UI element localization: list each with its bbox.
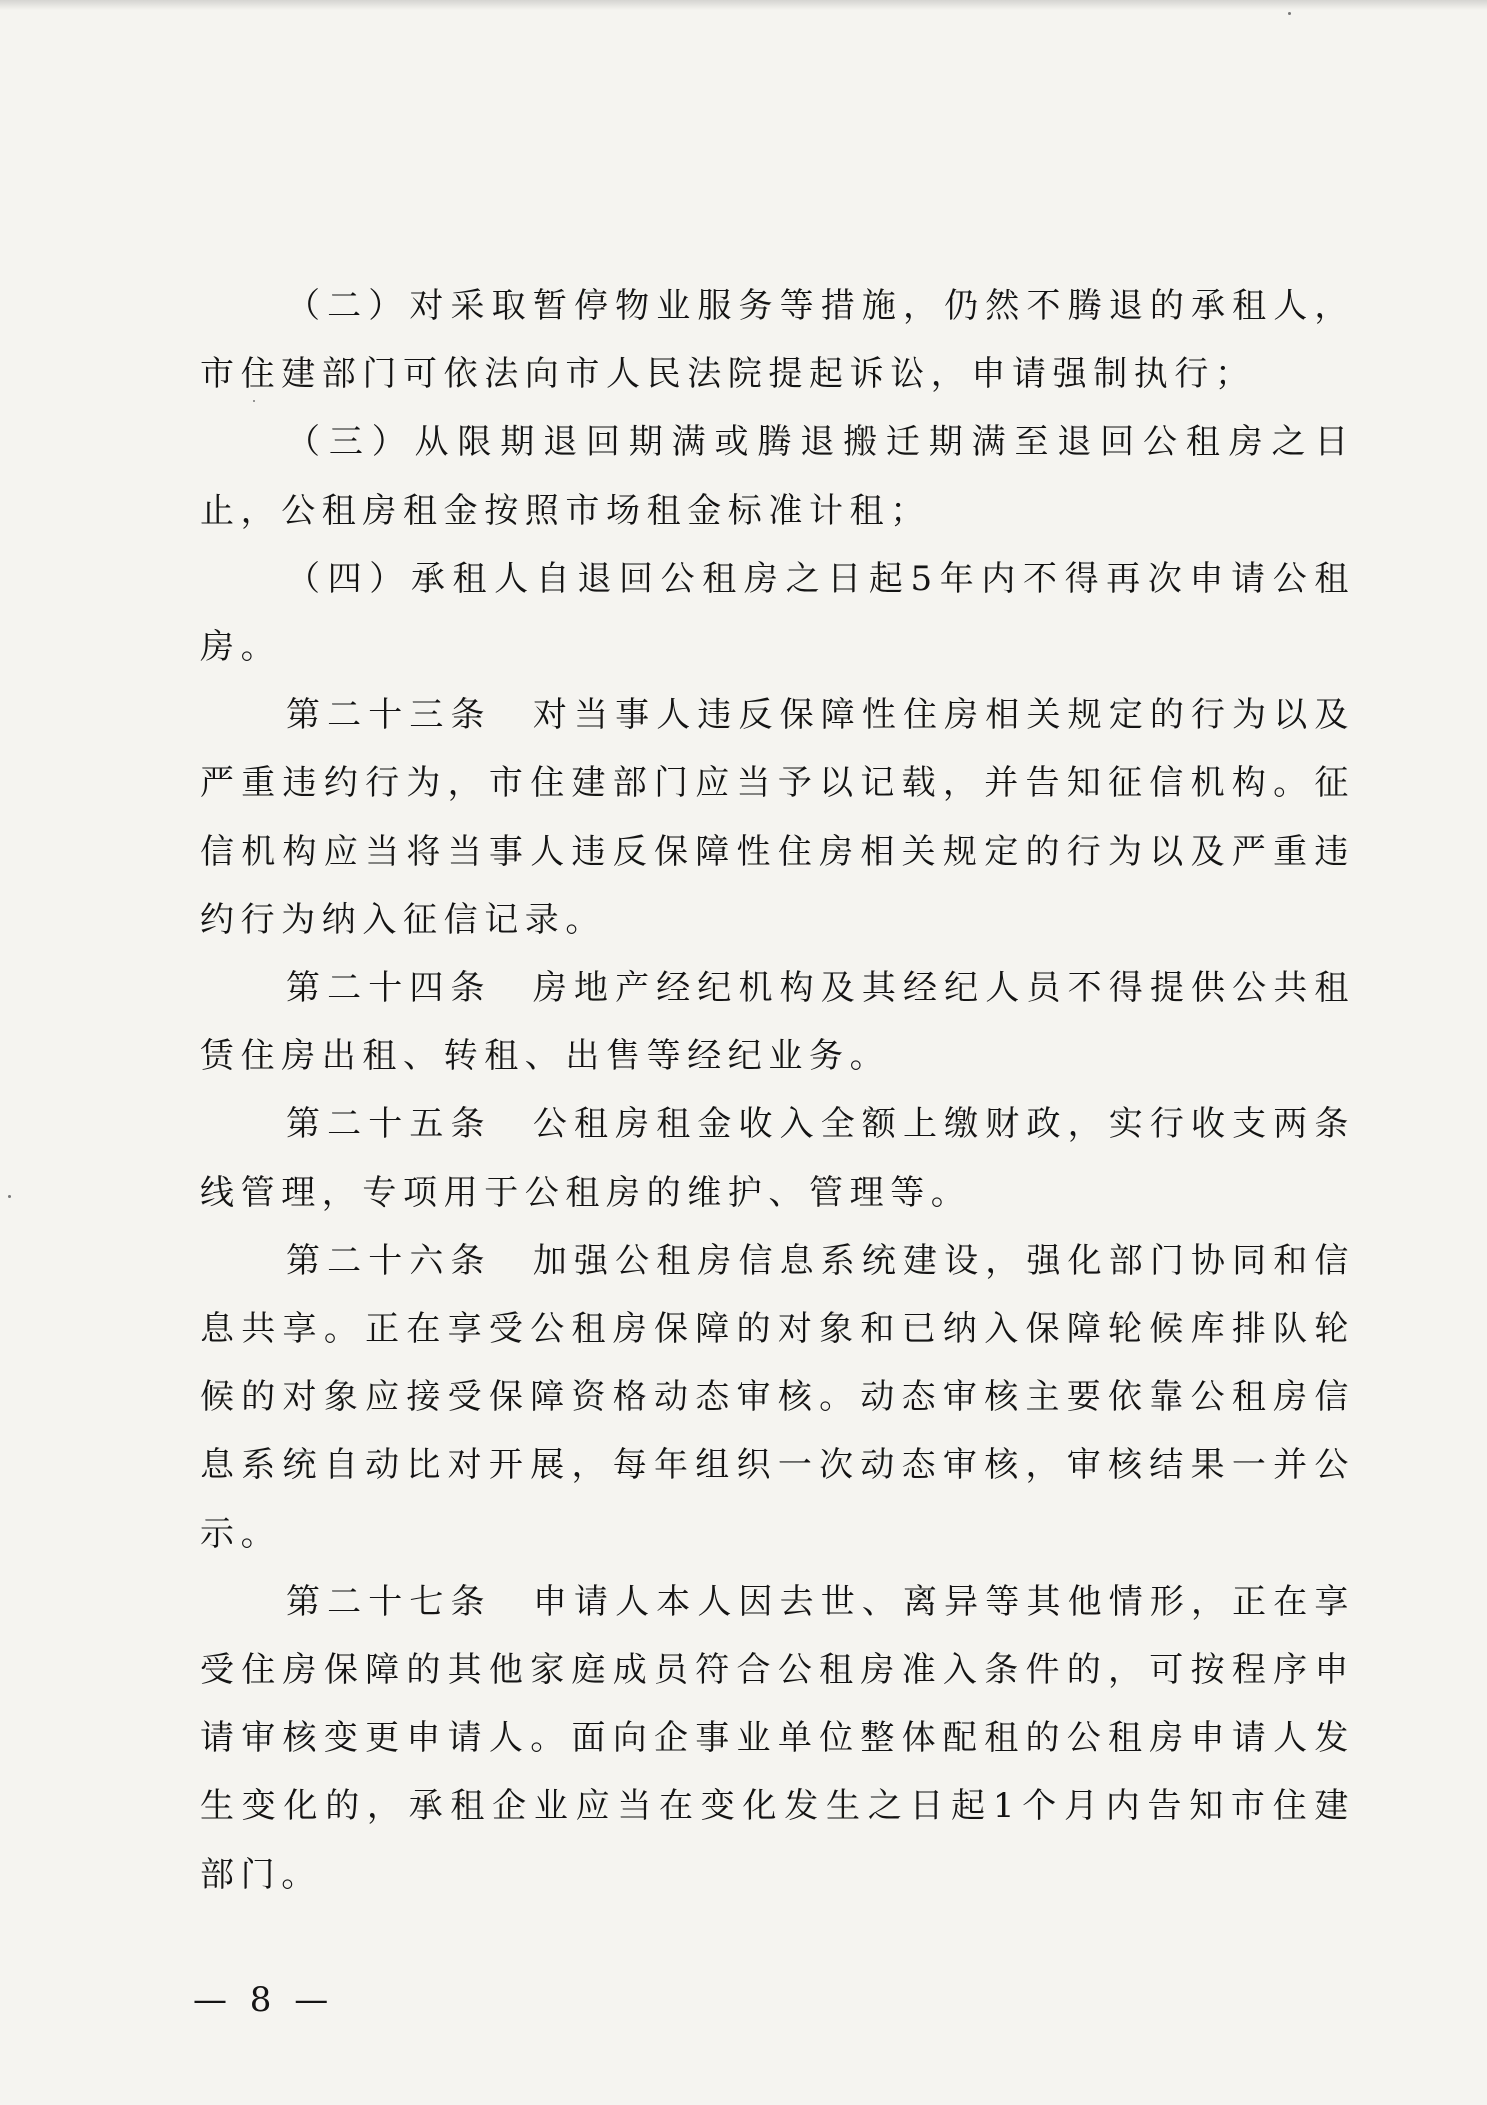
article-27: 第二十七条 申请人本人因去世、离异等其他情形，正在享受住房保障的其他家庭成员符合公租房准入条件的，可按程序申请审核变更申请人。面向企事业单位整体配租的公租房申请人发生变化的，承租企业应当在变化发生之日起1个月内告知市住建部门。 [200,1581,1355,1895]
paragraph-item-3: （三）从限期退回期满或腾退搬迁期满至退回公租房之日止，公租房租金按照市场租金标准计租； [200,422,1355,531]
page-number: — 8 — [193,1980,335,2020]
article-25: 第二十五条 公租房租金收入全额上缴财政，实行收支两条线管理，专项用于公租房的维护、管理等。 [200,1104,1355,1213]
scan-speck [8,1195,11,1198]
article-23: 第二十三条 对当事人违反保障性住房相关规定的行为以及严重违约行为，市住建部门应当予以记载，并告知征信机构。征信机构应当将当事人违反保障性住房相关规定的行为以及严重违约行为纳入征信记录。 [200,695,1355,940]
paragraph-item-4: （四）承租人自退回公租房之日起5年内不得再次申请公租房。 [200,558,1355,668]
scan-speck [1288,12,1291,15]
paragraph-item-2: （二）对采取暂停物业服务等措施，仍然不腾退的承租人，市住建部门可依法向市人民法院提起诉讼，申请强制执行； [200,286,1355,395]
article-26: 第二十六条 加强公租房信息系统建设，强化部门协同和信息共享。正在享受公租房保障的对象和已纳入保障轮候库排队轮候的对象应接受保障资格动态审核。动态审核主要依靠公租房信息系统自动比对开展，每年组织一次动态审核，审核结果一并公示。 [200,1240,1355,1554]
article-24: 第二十四条 房地产经纪机构及其经纪人员不得提供公共租赁住房出租、转租、出售等经纪业务。 [200,968,1355,1077]
document-body [200,272,1355,1909]
